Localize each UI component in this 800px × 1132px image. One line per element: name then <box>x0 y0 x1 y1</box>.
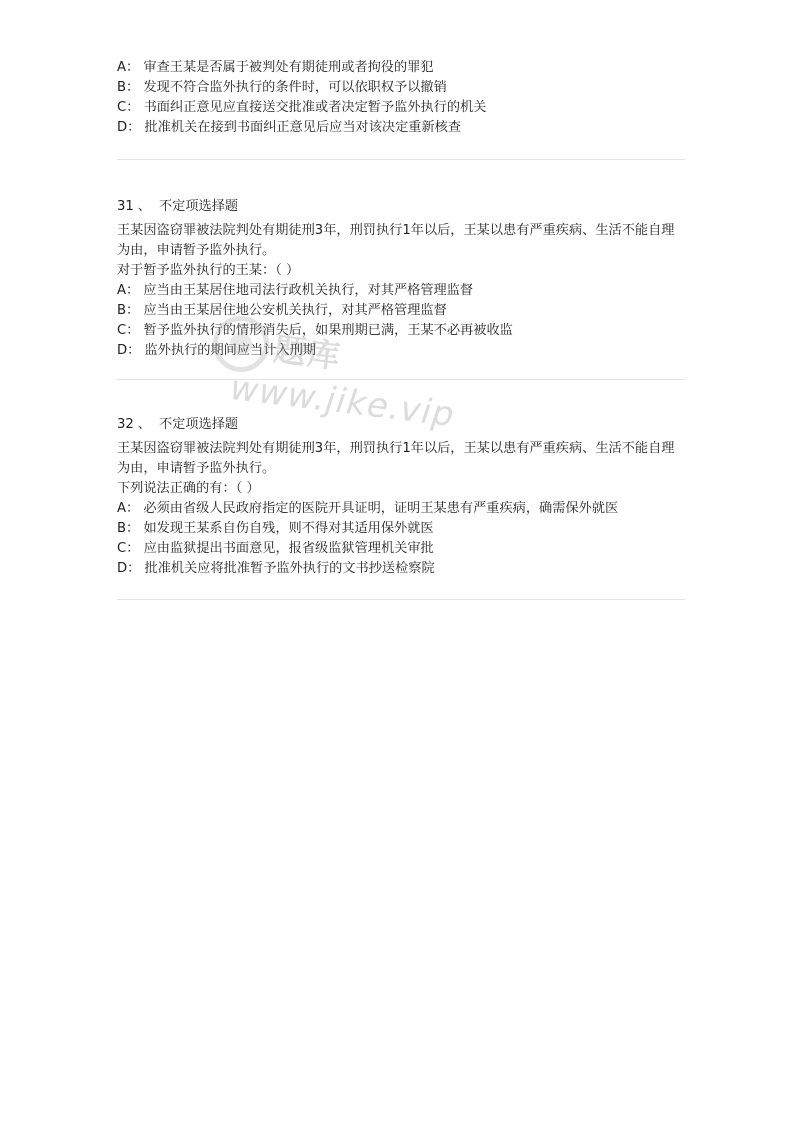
option-letter: B： <box>117 80 140 95</box>
question-prompt: 对于暂予监外执行的王某：（ ） <box>117 263 300 278</box>
divider <box>117 159 685 160</box>
question-separator: 、 <box>137 199 151 214</box>
question-31 <box>117 197 685 361</box>
option-letter: C： <box>117 100 140 115</box>
watermark-url: www.jike.vip <box>228 368 457 436</box>
option-text: 如发现王某系自伤自残，则不得对其适用保外就医 <box>143 521 434 536</box>
option-d <box>117 559 685 579</box>
question-type: 不定项选择题 <box>158 417 239 432</box>
question-stem: 王某因盗窃罪被法院判处有期徒刑3年，刑罚执行1年以后，王某以患有严重疾病、生活不能自理为由，申请暂予监外执行。 <box>117 441 675 476</box>
option-letter: B： <box>117 303 140 318</box>
divider <box>117 599 685 600</box>
option-letter: C： <box>117 323 140 338</box>
option-d <box>117 341 685 361</box>
option-text: 监外执行的期间应当计入刑期 <box>144 343 316 358</box>
option-d <box>117 118 486 138</box>
question-type: 不定项选择题 <box>158 199 239 214</box>
option-letter: C： <box>117 541 140 556</box>
option-c <box>117 321 685 341</box>
option-a <box>117 281 685 301</box>
option-letter: A： <box>117 283 140 298</box>
question-stem: 王某因盗窃罪被法院判处有期徒刑3年，刑罚执行1年以后，王某以患有严重疾病、生活不能自理为由，申请暂予监外执行。 <box>117 223 675 258</box>
question-header <box>117 197 685 217</box>
option-text: 应当由王某居住地公安机关执行，对其严格管理监督 <box>143 303 447 318</box>
option-letter: D： <box>117 343 141 358</box>
option-text: 批准机关应将批准暂予监外执行的文书抄送检察院 <box>144 561 435 576</box>
option-a <box>117 499 685 519</box>
question-number: 32 <box>117 417 134 432</box>
question-prompt: 下列说法正确的有：（ ） <box>117 481 260 496</box>
option-text: 应当由王某居住地司法行政机关执行，对其严格管理监督 <box>143 283 474 298</box>
option-text: 书面纠正意见应直接送交批准或者决定暂予监外执行的机关 <box>143 100 487 115</box>
option-letter: B： <box>117 521 140 536</box>
option-text: 发现不符合监外执行的条件时，可以依职权予以撤销 <box>143 80 447 95</box>
question-30-options <box>117 58 486 138</box>
option-text: 审查王某是否属于被判处有期徒刑或者拘役的罪犯 <box>143 60 434 75</box>
option-letter: D： <box>117 120 141 135</box>
option-text: 必须由省级人民政府指定的医院开具证明，证明王某患有严重疾病，确需保外就医 <box>143 501 619 516</box>
option-letter: A： <box>117 501 140 516</box>
watermark-title: 题库 <box>271 329 344 376</box>
option-letter: D： <box>117 561 141 576</box>
option-c <box>117 98 486 118</box>
question-32 <box>117 415 685 579</box>
option-a <box>117 58 486 78</box>
question-header <box>117 415 685 435</box>
option-b <box>117 301 685 321</box>
option-b <box>117 519 685 539</box>
question-number: 31 <box>117 199 134 214</box>
option-text: 批准机关在接到书面纠正意见后应当对该决定重新核查 <box>144 120 462 135</box>
option-c <box>117 539 685 559</box>
option-b <box>117 78 486 98</box>
question-separator: 、 <box>137 417 151 432</box>
option-text: 应由监狱提出书面意见，报省级监狱管理机关审批 <box>143 541 434 556</box>
option-text: 暂予监外执行的情形消失后，如果刑期已满，王某不必再被收监 <box>143 323 513 338</box>
option-letter: A： <box>117 60 140 75</box>
divider <box>117 379 685 380</box>
